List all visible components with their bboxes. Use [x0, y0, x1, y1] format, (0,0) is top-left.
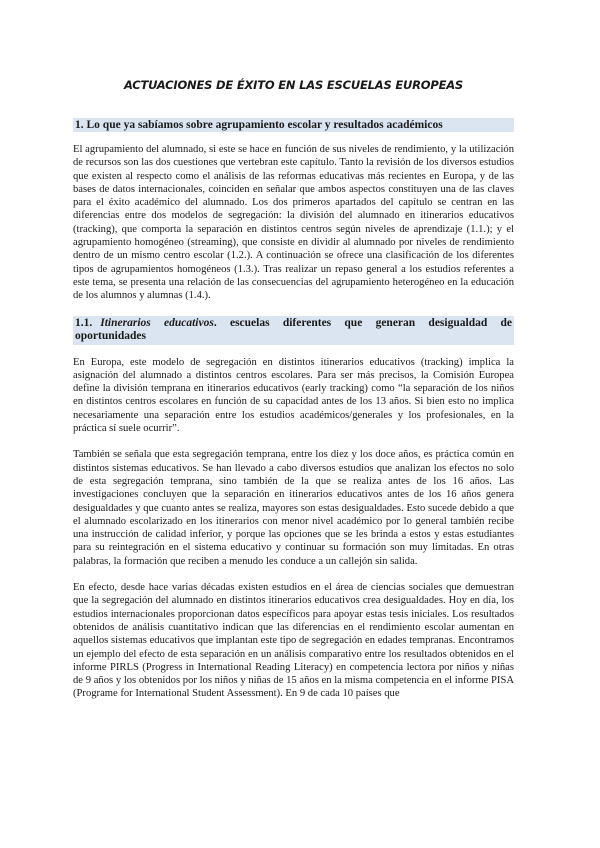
section-heading-1-1: [73, 316, 514, 345]
section-heading-rest: . escuelas diferentes que generan desigualdad de oportunidades: [75, 316, 512, 343]
paragraph-2: En Europa, este modelo de segregación en distintos itinerarios educativos (tracking) implica la asignación del alumnado a distintos centros escolares. Para ser más precisos, la Comisión Europea define la división temprana en itinerarios educativos (early tracking) como “la separación de los niños en distintos centros escolares en función de su capacidad antes de los 13 años. Si bien esto no implica necesariamente una separación entre los estudios académicos/generales y los profesionales, en la práctica sí suele ocurrir”.: [73, 356, 514, 435]
document-title: ACTUACIONES DE ÉXITO EN LAS ESCUELAS EUROPEAS: [123, 78, 464, 92]
paragraph-4: En efecto, desde hace varias décadas existen estudios en el área de ciencias sociales que demuestran que la segregación del alumnado en distintos itinerarios educativos crea desigualdades. Hoy en día, los estudios internacionales proporcionan datos específicos para apoyar estas tesis iniciales. Los resultados obtenidos de análisis cuantitativo indican que las diferencias en el rendimiento escolar aumentan en aquellos sistemas educativos que implantan este tipo de segregación en edades tempranas. Encontramos un ejemplo del efecto de esta separación en un análisis comparativo entre los resultados obtenidos en el informe PIRLS (Progress in International Reading Literacy) en competencia lectora por niños y niñas de 9 años y los obtenidos por los niños y niñas de 15 años en la misma competencia en el informe PISA (Programe for International Student Assessment). En 9 de cada 10 países que: [73, 582, 514, 700]
paragraph-1: El agrupamiento del alumnado, si este se hace en función de sus niveles de rendimiento, y la utilización de recursos son las dos cuestiones que vertebran este capítulo. Tanto la revisión de los diversos estudios que existen al respecto como el análisis de las reformas educativas más recientes en Europa, y de las bases de datos internacionales, coinciden en señalar que ambos aspectos constituyen una de las claves para el éxito académico del alumnado. Los dos primeros apartados del capítulo se centran en las diferencias entre dos modelos de segregación: la división del alumnado en itinerarios educativos (tracking), que comporta la separación en distintos centros según niveles de aprendizaje (1.1.); y el agrupamiento homogéneo (streaming), que consiste en dividir al alumnado por niveles de rendimiento dentro de un mismo centro escolar (1.2.). A continuación se ofrece una clasificación de los diferentes tipos de agrupamientos homogéneos (1.3.). Tras realizar un repaso general a los estudios referentes a este tema, se presenta una relación de las consecuencias del agrupamiento heterogéneo en la educación de los alumnos y alumnas (1.4.).: [73, 144, 514, 302]
section-heading-1: 1. Lo que ya sabíamos sobre agrupamiento escolar y resultados académicos: [73, 118, 514, 132]
section-heading-italic: Itinerarios educativos: [100, 316, 214, 329]
section-number: 1.1.: [75, 316, 93, 329]
paragraph-3: También se señala que esta segregación temprana, entre los diez y los doce años, es práctica común en distintos sistemas educativos. Se han llevado a cabo diversos estudios que analizan los efectos no solo de esta segregación temprana, sino también de la que se realiza antes de los 16 años. Las investigaciones concluyen que la separación en itinerarios educativos antes de los 16 años genera desigualdades y que cuanto antes se realiza, mayores son estas desigualdades. Esto sucede debido a que el alumnado escolarizado en los itinerarios con menor nivel académico por lo general también recibe una instrucción de calidad inferior, y porque las opciones que se les brinda a estos y estas estudiantes para su reintegración en el sistema educativo y continuar su formación son muy limitadas. En otras palabras, la formación que reciben a menudo les conduce a un callejón sin salida.: [73, 449, 514, 567]
